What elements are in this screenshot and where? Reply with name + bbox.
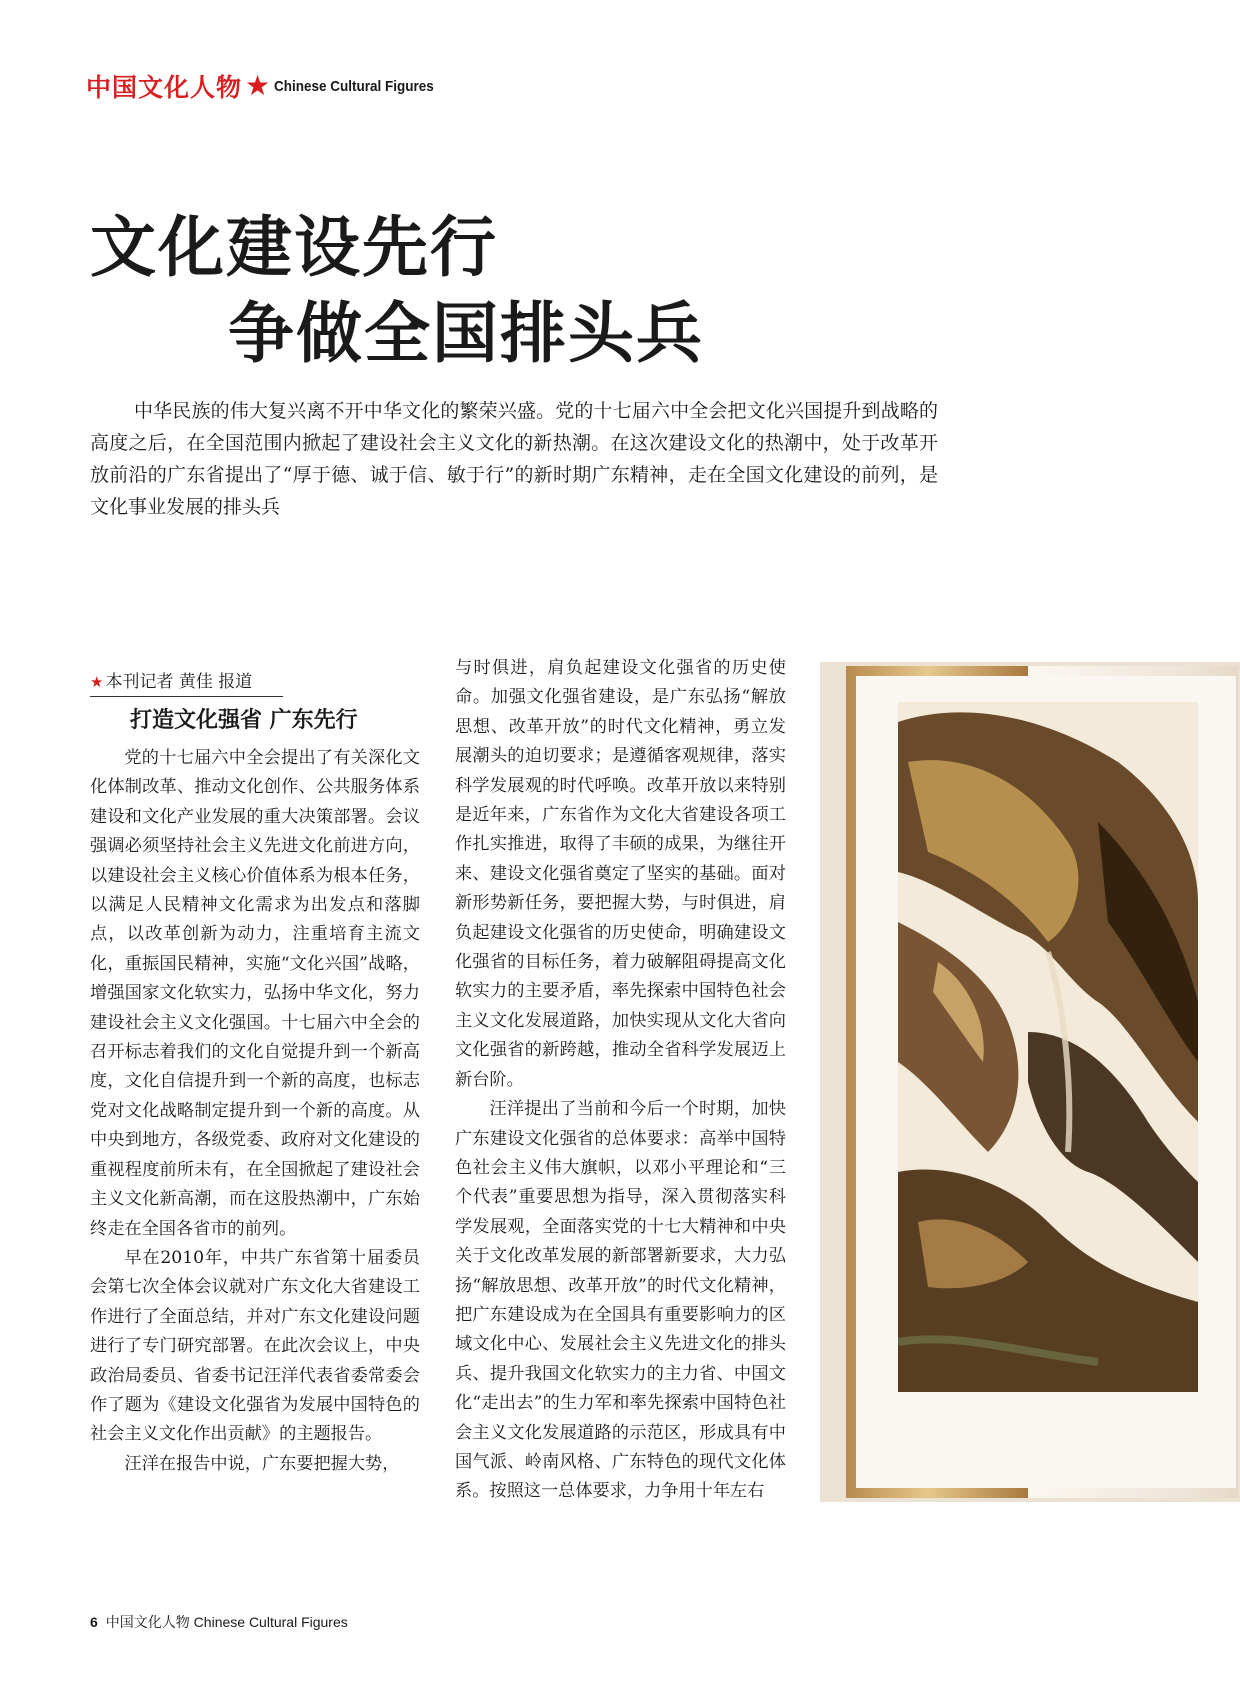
star-icon: ★ xyxy=(90,673,104,691)
paragraph: 党的十七届六中全会提出了有关深化文化体制改革、推动文化创作、公共服务体系建设和文化产业发展的重大决策部署。会议强调必须坚持社会主义先进文化前进方向，以建设社会主义核心价值体系为根本任务，以满足人民精神文化需求为出发点和落脚点，以改革创新为动力，注重培育主流文化，重振国民精神，实施“文化兴国”战略，增强国家文化软实力，弘扬中华文化，努力建设社会主义文化强国。十七届六中全会的召开标志着我们的文化自觉提升到一个新高度，文化自信提升到一个新的高度，也标志党对文化战略制定提升到一个新的高度。从中央到地方，各级党委、政府对文化建设的重视程度前所未有，在全国掀起了建设社会主义文化新高潮，而在这股热潮中，广东始终走在全国各省市的前列。 xyxy=(90,748,420,1239)
article-title-line2: 争做全国排头兵 xyxy=(228,294,704,372)
page-footer xyxy=(90,1612,348,1632)
framed-painting-photo xyxy=(820,662,1240,1502)
paragraph: 与时俱进，肩负起建设文化强省的历史使命。加强文化强省建设，是广东弘扬“解放思想、改革开放”的时代文化精神，勇立发展潮头的迫切要求；是遵循客观规律，落实科学发展观的时代呼唤。改革开放以来特别是近年来，广东省作为文化大省建设各项工作扎实推进，取得了丰硕的成果，为继往开来、建设文化强省奠定了坚实的基础。面对新形势新任务，要把握大势，与时俱进，肩负起建设文化强省的历史使命，明确建设文化强省的目标任务，着力破解阻碍提高文化软实力的主要矛盾，率先探索中国特色社会主义文化发展道路，加快实现从文化大省向文化强省的新跨越，推动全省科学发展迈上新台阶。 xyxy=(455,658,786,1090)
section-subhead: 打造文化强省 广东先行 xyxy=(130,708,358,733)
text-column-2 xyxy=(455,654,786,1507)
paragraph: 汪洋提出了当前和今后一个时期，加快广东建设文化强省的总体要求：高举中国特色社会主义伟大旗帜，以邓小平理论和“三个代表”重要思想为指导，深入贯彻落实科学发展观，全面落实党的十七大精神和中央关于文化改革发展的新部署新要求，大力弘扬“解放思想、改革开放”的时代文化精神，把广东建设成为在全国具有重要影响力的区域文化中心、发展社会主义先进文化的排头兵、提升我国文化软实力的主力省、中国文化“走出去”的生力军和率先探索中国特色社会主义文化发展道路的示范区，形成具有中国气派、岭南风格、广东特色的现代文化体系。按照这一总体要求，力争用十年左右 xyxy=(455,1099,786,1502)
article-lead: 中华民族的伟大复兴离不开中华文化的繁荣兴盛。党的十七届六中全会把文化兴国提升到战略的高度之后，在全国范围内掀起了建设社会主义文化的新热潮。在这次建设文化的热潮中，处于改革开放前沿的广东省提出了“厚于德、诚于信、敏于行”的新时期广东精神，走在全国文化建设的前列，是文化事业发展的排头兵 xyxy=(90,400,938,518)
magazine-name-en: Chinese Cultural Figures xyxy=(274,77,434,95)
landscape-painting xyxy=(898,702,1198,1392)
magazine-name-cn: 中国文化人物 xyxy=(86,73,243,102)
ink-landscape-art xyxy=(898,702,1198,1392)
byline-text: 本刊记者 黄佳 报道 xyxy=(105,672,253,692)
footer-magazine-name: 中国文化人物 Chinese Cultural Figures xyxy=(105,1614,348,1630)
page-number: 6 xyxy=(90,1614,98,1630)
star-icon: ★ xyxy=(245,69,271,102)
byline xyxy=(90,667,283,697)
paragraph: 早在2010年，中共广东省第十届委员会第七次全体会议就对广东文化大省建设工作进行了全面总结，并对广东文化建设问题进行了专门研究部署。在此次会议上，中央政治局委员、省委书记汪洋代表省委常委会作了题为《建设文化强省为发展中国特色的社会主义文化作出贡献》的主题报告。 xyxy=(90,1247,420,1445)
text-column-1 xyxy=(90,744,420,1479)
article-title-line1: 文化建设先行 xyxy=(90,208,498,286)
magazine-header xyxy=(86,68,452,104)
paragraph: 汪洋在报告中说，广东要把握大势， xyxy=(124,1453,400,1474)
